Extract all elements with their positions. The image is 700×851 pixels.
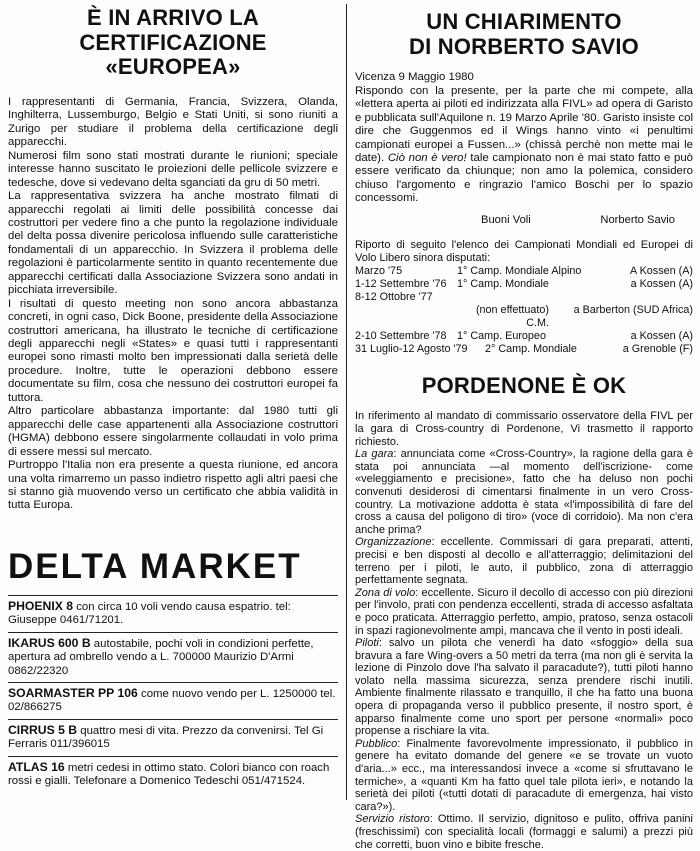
pordenone-intro: In riferimento al mandato di commissario osservatore della FIVL per la gara di Cross-country di Pordenone, Vi trasmetto il rapporto richiesto.	[355, 410, 693, 448]
letter-date: Vicenza 9 Maggio 1980	[355, 71, 474, 84]
letter-emphasis: Ciò non è vero!	[387, 151, 467, 164]
section-label: Pubblico	[355, 737, 398, 750]
ad-glider-name: ATLAS 16	[8, 759, 65, 774]
championship-row: (non effettuato) C.M. a Barberton (SUD Africa)	[475, 303, 693, 329]
article-paragraph: La rappresentativa svizzera ha anche mostrato filmati di apparecchi regolati ai limiti delle possibilità concesse dai costruttori per vedere fino a che punto la regolazione individuale del delta possa divenire pericolosa influendo sulle caratteristiche fondamentali di un apparecchio. In Svizzera il problema delle regolazioni è particolarmente sentito in quanto recentemente due apparecchi certificati dalla Associazione Svizzera sono andati in picchiata irreversibile.	[8, 190, 338, 297]
headline-line-1: UN CHIARIMENTO	[426, 9, 622, 34]
ad-text: come nuovo vendo per L. 1250000 tel. 02/866275	[8, 687, 336, 714]
article-paragraph: I risultati di questo meeting non sono ancora abbastanza concreti, in ogni caso, Dick Boone, presidente della Associazione costruttori americana, ha illustrato le tecniche di certificazione degli apparecchi negli «States» e quasi tutti i rappresentanti europei sono rimasti molto ben impressionati dalla serietà delle procedure. Inoltre, tutte le operazioni debbono essere documentate su film, cosa che nessuno dei costruttori europei fa tuttora.	[8, 297, 338, 404]
article-paragraph: Purtroppo l'Italia non era presente a questa riunione, ed ancora una volta rimarremo un passo indietro rispetto agli altri paesi che si stanno già muovendo verso un certificato che abbia validità in tutta Europa.	[8, 459, 338, 512]
ad-text: autostabile, pochi voli in condizioni perfette, apertura ad ombrello vendo a L. 700000 Maurizio D'Armi 0862/22320	[8, 637, 314, 677]
pordenone-report	[355, 448, 693, 851]
championship-list	[355, 265, 693, 356]
report-section: Pubblico: Finalmente favorevolmente impressionato, il pubblico in genere ha evitato domande del genere «e se trovate un vuoto d'aria...» ecc., ma interessandosi invece a «come si sfruttavano le termiche», a «quanti Km ha fatto quel tale pilota ieri», e notando la serietà dei piloti («tutti dotati di paracadute di emergenza, hai visto cara?»).	[355, 737, 693, 813]
classified-ad	[8, 682, 338, 719]
ad-glider-name: IKARUS 600 B	[8, 635, 91, 650]
headline-line-2: DI NORBERTO SAVIO	[409, 33, 639, 59]
ad-glider-name: SOARMASTER PP 106	[8, 685, 138, 700]
article-paragraph: I rappresentanti di Germania, Francia, Svizzera, Olanda, Inghilterra, Lussemburgo, Belgio e Stati Uniti, si sono riuniti a Zurigo per studiare il problema della certificazione degli apparecchi.	[8, 95, 338, 149]
greeting: Buoni Voli	[481, 213, 531, 226]
section-label: Piloti	[355, 637, 379, 650]
ad-text: metri cedesi in ottimo stato. Colori bianco con roach rossi e gialli. Telefonare a Domenico Tedeschi 051/471524.	[8, 761, 330, 787]
article-paragraph: Altro particolare abbastanza importante: dal 1980 tutti gli apparecchi delle case appartenenti alla Associazione costruttori (HGMA) debbono essere singolarmente collaudati in volo prima di essere messi sul mercato.	[8, 405, 338, 458]
letter-body: Rispondo con la presente, per la parte che mi compete, alla «lettera aperta ai piloti ed indirizzata alla FIVL» ad opera di Garisto e pubblicata sull'Aquilone n. 19 Marzo Aprile '80. Garisto insiste col dire che Guggenmos ed il Wings hanno vinto «i penultimi campionati europei a Fussen...» (chissà perchè non mette mai le date). Ciò non è vero! tale campionato non è mai stato fatto e può essere verificato da chiunque; non amo la polemica, considero chiuso l'argomento e ringrazio l'amico Boschi per lo spazio concessomi.	[355, 84, 694, 205]
report-intro: Riporto di seguito l'elenco dei Campionati Mondiali ed Europei di Volo Libero sinora disputati:	[355, 238, 693, 264]
certification-article	[8, 96, 338, 513]
headline-line-1: È IN ARRIVO LA CERTIFICAZIONE	[79, 5, 267, 55]
ad-glider-name: PHOENIX 8	[8, 598, 74, 613]
section-label: Organizzazione	[355, 536, 432, 549]
column-divider	[346, 4, 347, 800]
report-section: La gara: annunciata come «Cross-Country», la ragione della gara è stata poi annunciata —al momento dell'iscrizione- come «veleggiamento e precisione», fatto che ha deluso non pochi convenuti desiderosi di cimentarsi finalmente in un vero Cross-country. La motivazione addotta è stata «l'impossibilità di fare del cross a causa del poligono di tiro» (voce di corridoio). Ma non c'era anche prima?	[355, 448, 694, 536]
section-label: Servizio ristoro	[355, 813, 430, 826]
ad-text: quattro mesi di vita. Prezzo da convenirsi. Tel Gi Ferraris 011/396015	[8, 724, 324, 751]
ad-text: con circa 10 voli vendo causa espatrio. tel: Giuseppe 0461/71201.	[8, 600, 291, 627]
classified-ad	[8, 719, 338, 756]
right-column	[355, 0, 693, 851]
signature: Norberto Savio	[600, 213, 675, 226]
championship-row: 8-12 Ottobre '77	[355, 290, 433, 303]
classified-ad	[8, 632, 338, 682]
savio-headline	[355, 10, 693, 59]
article-paragraph: Numerosi film sono stati mostrati durante le riunioni; speciale interesse hanno suscitato le proiezioni delle pellicole svizzere e tedesche, dove si vedevano delta sganciati da gru di 50 metri.	[8, 149, 338, 189]
delta-market-title: DELTA MARKET	[8, 546, 302, 586]
letter-signoff	[481, 214, 675, 227]
championship-row: Marzo '75 1° Camp. Mondiale Alpino A Kossen (A)	[355, 264, 693, 277]
classified-ad	[8, 595, 338, 632]
section-label: La gara	[355, 448, 394, 461]
championship-row: 2-10 Settembre '78 1° Camp. Europeo a Kossen (A)	[355, 329, 693, 342]
report-section: Zona di volo: eccellente. Sicuro il decollo di accesso con più direzioni per l'involo, prati con pendenza eccellenti, strada di accesso asfaltata e poco praticata. Atterraggio perfetto, ampio, pratoso, senza ostacoli in spazi ragionevolmente ampi, mancava che il vento in posti ideali.	[355, 586, 693, 637]
report-section: Organizzazione: eccellente. Commissari di gara preparati, attenti, precisi e ben disposti al decollo e all'atterraggio; delimitazioni del terreno per i piloti, le auto, il pubblico, zona di atterraggio perfettamente segnata.	[355, 536, 693, 587]
headline-line-2: «EUROPEA»	[105, 54, 241, 80]
section-label: Zona di volo	[355, 586, 416, 599]
report-section: Servizio ristoro: Ottimo. Il servizio, dignitoso e pulito, offriva panini (freschissimi) con specialità locali (formaggi e salumi) a prezzi più che corretti, buon vino e bibite fresche.	[355, 813, 693, 851]
certification-headline	[8, 6, 338, 80]
ad-glider-name: CIRRUS 5 B	[8, 722, 78, 737]
left-column	[8, 0, 338, 792]
pordenone-headline: PORDENONE È OK	[421, 372, 627, 398]
championship-row: 31 Luglio-12 Agosto '79 2° Camp. Mondiale a Grenoble (F)	[355, 342, 693, 355]
classified-ad	[8, 756, 338, 793]
report-section: Piloti: salvo un pilota che venerdì ha dato «sfoggio» della sua bravura a fare Wing-overs a 50 metri da terra (ma non gli è servita la lezione di Pinzolo dove l'ha salvato il paracadute?), tutti piloti hanno volato nella massima sicurezza, senza prendere rischi inutili. Ambiente finalmente rilassato e tranquillo, il che ha fatto una buona opera di propaganda verso il pubblico presente, il nostro sport, è apparso finalmente come uno sport per persone «normali» poco propense a rischiare la vita.	[355, 637, 693, 738]
championship-row: 1-12 Settembre '76 1° Camp. Mondiale a Kossen (A)	[355, 277, 693, 290]
